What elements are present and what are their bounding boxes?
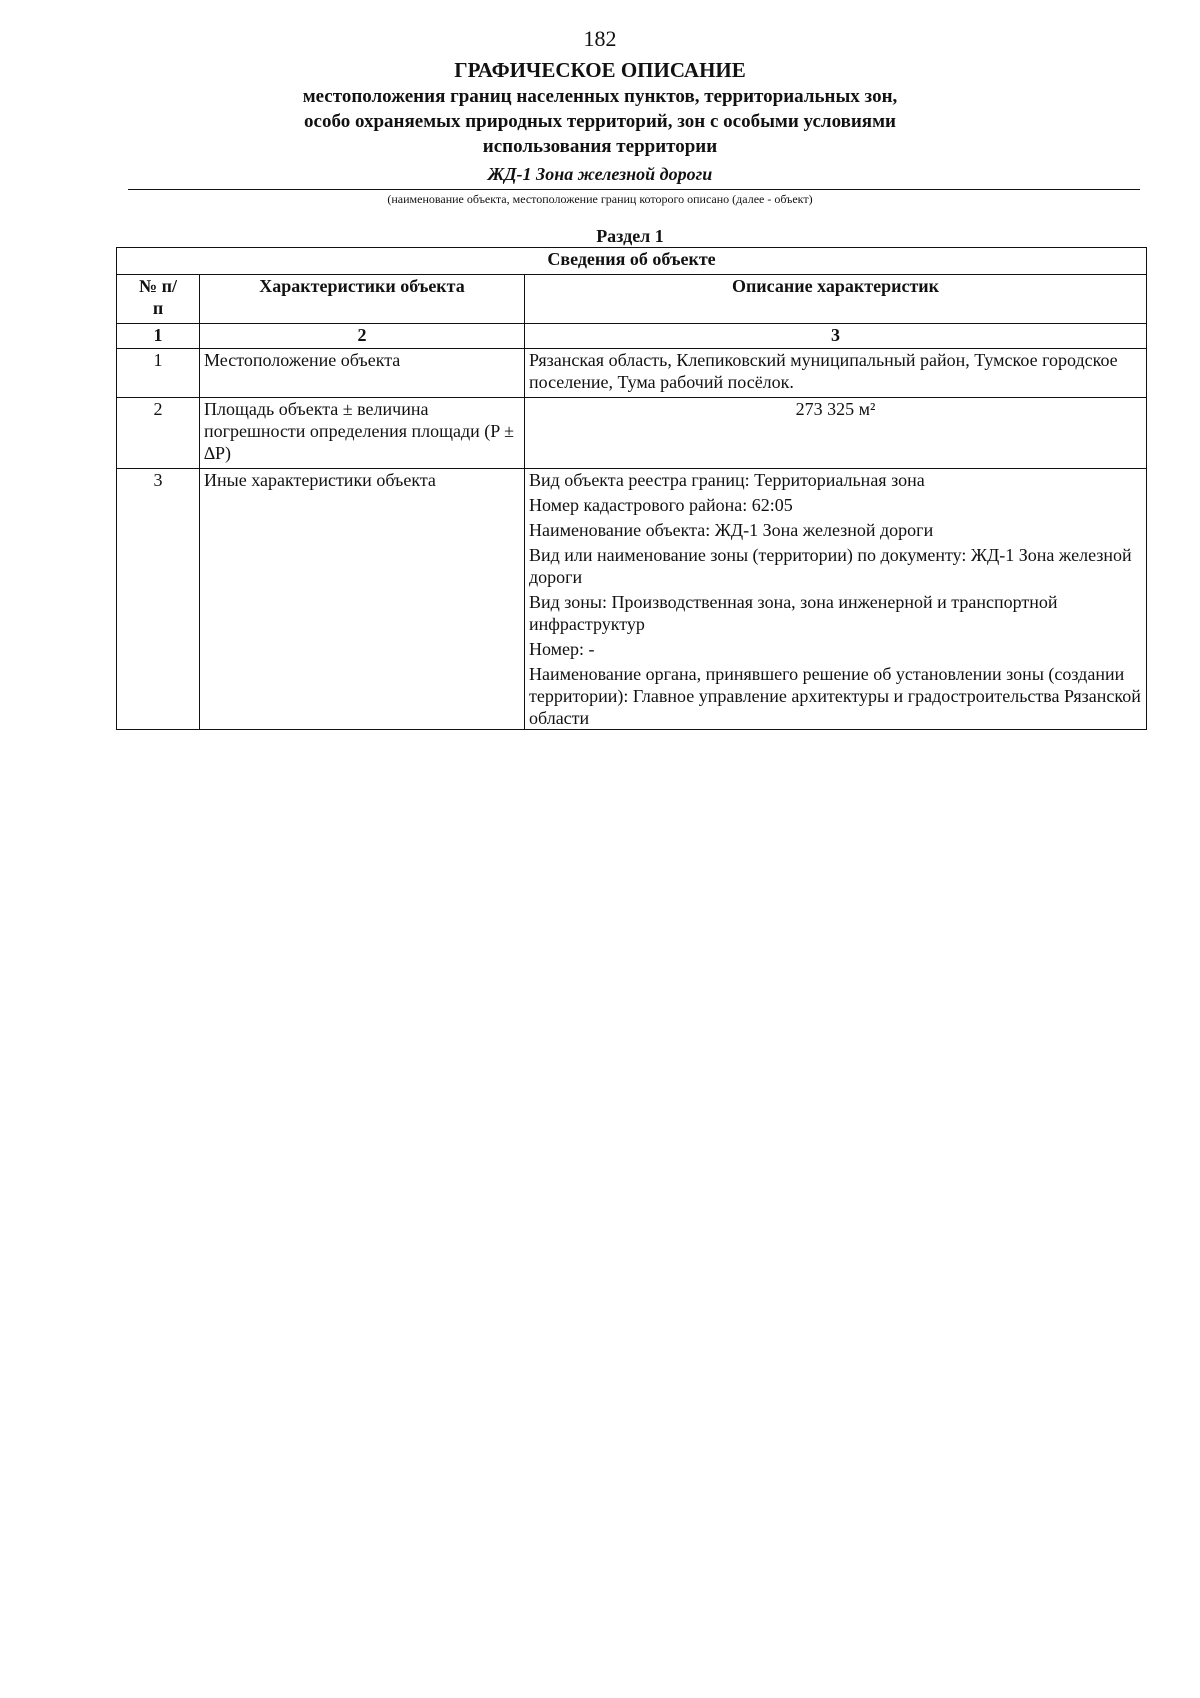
area-value: 273 325 м² bbox=[795, 399, 876, 419]
row-number: 2 bbox=[117, 398, 200, 469]
object-info-table bbox=[116, 247, 1147, 730]
object-name-underline bbox=[128, 189, 1140, 190]
description-line: Вид зоны: Производственная зона, зона инженерной и транспортной инфраструктур bbox=[529, 592, 1058, 634]
column-number-row bbox=[117, 324, 1147, 349]
row-characteristic: Иные характеристики объекта bbox=[200, 469, 525, 730]
row-characteristic: Местоположение объекта bbox=[200, 349, 525, 398]
description-line: Наименование объекта: ЖД-1 Зона железной дороги bbox=[529, 520, 934, 540]
description-line: Рязанская область, Клепиковский муниципальный район, Тумское городское поселение, Тума рабочий посёлок. bbox=[529, 350, 1118, 392]
column-number-2: 2 bbox=[200, 324, 525, 349]
table-row bbox=[117, 469, 1147, 730]
row-number: 1 bbox=[117, 349, 200, 398]
description-line: Вид объекта реестра границ: Территориальная зона bbox=[529, 470, 925, 490]
document-subtitle: местоположения границ населенных пунктов, территориальных зон, особо охраняемых природных территорий, зон с особыми условиями использования территории bbox=[302, 86, 898, 157]
header-description: Описание характеристик bbox=[525, 275, 1147, 324]
description-line: Номер кадастрового района: 62:05 bbox=[529, 495, 793, 515]
header-characteristic: Характеристики объекта bbox=[200, 275, 525, 324]
object-caption: (наименование объекта, местоположение границ которого описано (далее - объект) bbox=[387, 192, 813, 206]
column-number-1: 1 bbox=[117, 324, 200, 349]
row-description bbox=[525, 398, 1147, 469]
page-number: 182 bbox=[583, 26, 617, 51]
table-row bbox=[117, 349, 1147, 398]
header-number-label: № п/п bbox=[139, 276, 177, 318]
description-line: Наименование органа, принявшего решение об установлении зоны (создании территории): Главное управление архитектуры и градостроительства Рязанской области bbox=[529, 664, 1141, 728]
row-number: 3 bbox=[117, 469, 200, 730]
header-number bbox=[117, 275, 200, 324]
column-number-3: 3 bbox=[525, 324, 1147, 349]
row-description bbox=[525, 469, 1147, 730]
document-title: ГРАФИЧЕСКОЕ ОПИСАНИЕ bbox=[454, 58, 746, 82]
description-line: Вид или наименование зоны (территории) по документу: ЖД-1 Зона железной дороги bbox=[529, 545, 1132, 587]
table-row bbox=[117, 398, 1147, 469]
row-characteristic: Площадь объекта ± величина погрешности определения площади (P ± ∆P) bbox=[200, 398, 525, 469]
object-name: ЖД-1 Зона железной дороги bbox=[487, 164, 713, 184]
table-caption-row bbox=[117, 248, 1147, 275]
table-header-row bbox=[117, 275, 1147, 324]
description-line: Номер: - bbox=[529, 639, 595, 659]
row-description bbox=[525, 349, 1147, 398]
table-caption: Сведения об объекте bbox=[117, 248, 1147, 275]
section-title: Раздел 1 bbox=[596, 226, 664, 246]
